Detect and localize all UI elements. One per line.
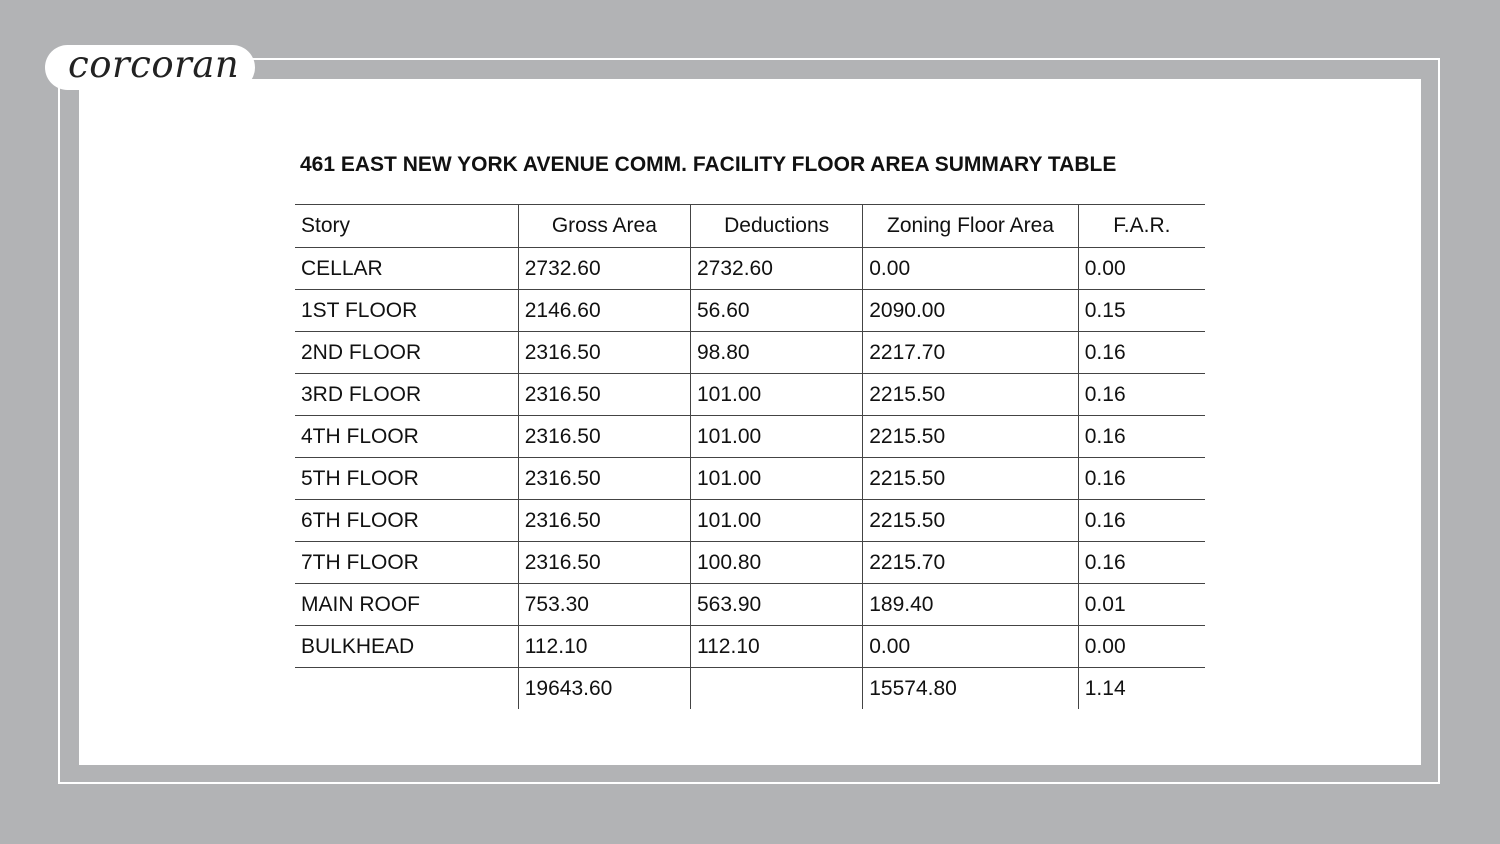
gross-area-cell: 112.10 <box>518 626 690 668</box>
far-cell: 0.16 <box>1078 374 1205 416</box>
deductions-cell: 101.00 <box>691 458 863 500</box>
deductions-cell: 56.60 <box>691 290 863 332</box>
table-row <box>295 500 1205 542</box>
far-cell: 0.16 <box>1078 458 1205 500</box>
deductions-cell: 2732.60 <box>691 248 863 290</box>
table-row <box>295 416 1205 458</box>
far-cell: 0.01 <box>1078 584 1205 626</box>
floor-area-summary-table <box>295 204 1205 709</box>
column-header-zoning-floor-area: Zoning Floor Area <box>863 205 1079 248</box>
deductions-cell: 101.00 <box>691 374 863 416</box>
story-cell: 4TH FLOOR <box>295 416 518 458</box>
total-deductions-cell <box>691 668 863 710</box>
gross-area-cell: 2146.60 <box>518 290 690 332</box>
column-header-deductions: Deductions <box>691 205 863 248</box>
gross-area-cell: 2316.50 <box>518 458 690 500</box>
zoning-floor-area-cell: 2215.50 <box>863 500 1079 542</box>
zoning-floor-area-cell: 0.00 <box>863 248 1079 290</box>
gross-area-cell: 2316.50 <box>518 500 690 542</box>
zoning-floor-area-cell: 189.40 <box>863 584 1079 626</box>
total-gross-area-cell: 19643.60 <box>518 668 690 710</box>
story-cell: MAIN ROOF <box>295 584 518 626</box>
gross-area-cell: 2316.50 <box>518 542 690 584</box>
corcoran-logo: corcoran <box>68 43 240 86</box>
column-header-story: Story <box>295 205 518 248</box>
far-cell: 0.16 <box>1078 500 1205 542</box>
zoning-floor-area-cell: 2215.70 <box>863 542 1079 584</box>
zoning-floor-area-cell: 0.00 <box>863 626 1079 668</box>
story-cell: 2ND FLOOR <box>295 332 518 374</box>
far-cell: 0.00 <box>1078 626 1205 668</box>
gross-area-cell: 2732.60 <box>518 248 690 290</box>
story-cell: 3RD FLOOR <box>295 374 518 416</box>
table-row <box>295 374 1205 416</box>
gross-area-cell: 753.30 <box>518 584 690 626</box>
deductions-cell: 563.90 <box>691 584 863 626</box>
gross-area-cell: 2316.50 <box>518 374 690 416</box>
zoning-floor-area-cell: 2090.00 <box>863 290 1079 332</box>
deductions-cell: 101.00 <box>691 416 863 458</box>
far-cell: 0.15 <box>1078 290 1205 332</box>
story-cell: 5TH FLOOR <box>295 458 518 500</box>
deductions-cell: 100.80 <box>691 542 863 584</box>
total-zoning-floor-area-cell: 15574.80 <box>863 668 1079 710</box>
table-row <box>295 584 1205 626</box>
deductions-cell: 101.00 <box>691 500 863 542</box>
table-row <box>295 542 1205 584</box>
table-row <box>295 290 1205 332</box>
story-cell: CELLAR <box>295 248 518 290</box>
column-header-far: F.A.R. <box>1078 205 1205 248</box>
table-row <box>295 332 1205 374</box>
deductions-cell: 112.10 <box>691 626 863 668</box>
total-far-cell: 1.14 <box>1078 668 1205 710</box>
table-row <box>295 626 1205 668</box>
table-title: 461 EAST NEW YORK AVENUE COMM. FACILITY FLOOR AREA SUMMARY TABLE <box>300 153 1117 176</box>
story-cell: 7TH FLOOR <box>295 542 518 584</box>
far-cell: 0.16 <box>1078 332 1205 374</box>
zoning-floor-area-cell: 2215.50 <box>863 416 1079 458</box>
table-row <box>295 248 1205 290</box>
table-header-row <box>295 205 1205 248</box>
zoning-floor-area-cell: 2217.70 <box>863 332 1079 374</box>
far-cell: 0.00 <box>1078 248 1205 290</box>
column-header-gross-area: Gross Area <box>518 205 690 248</box>
story-cell: 6TH FLOOR <box>295 500 518 542</box>
zoning-floor-area-cell: 2215.50 <box>863 374 1079 416</box>
far-cell: 0.16 <box>1078 416 1205 458</box>
story-cell: BULKHEAD <box>295 626 518 668</box>
gross-area-cell: 2316.50 <box>518 416 690 458</box>
far-cell: 0.16 <box>1078 542 1205 584</box>
story-cell: 1ST FLOOR <box>295 290 518 332</box>
deductions-cell: 98.80 <box>691 332 863 374</box>
totals-row <box>295 668 1205 710</box>
gross-area-cell: 2316.50 <box>518 332 690 374</box>
table-row <box>295 458 1205 500</box>
totals-story-cell <box>295 668 518 710</box>
zoning-floor-area-cell: 2215.50 <box>863 458 1079 500</box>
